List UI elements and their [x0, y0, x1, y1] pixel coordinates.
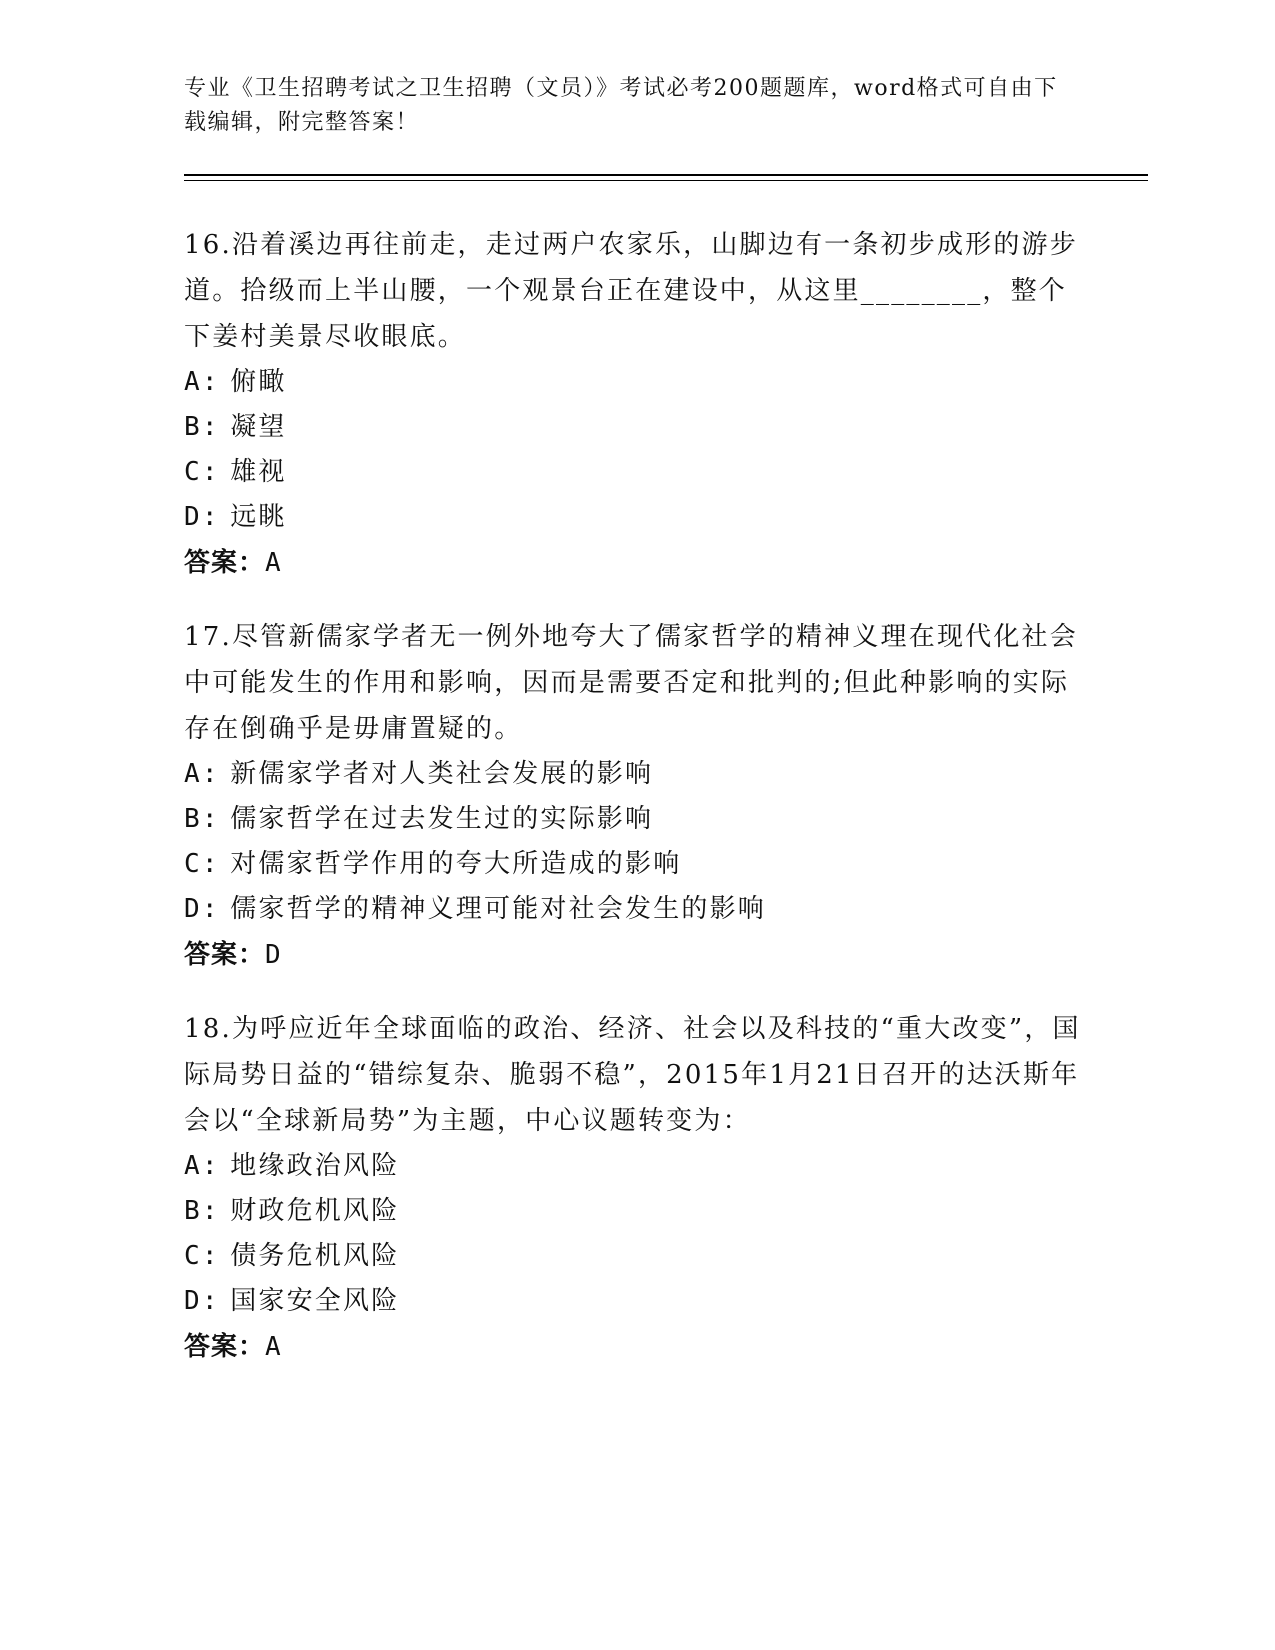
question-17 [184, 614, 1084, 978]
option-text: 儒家哲学的精神义理可能对社会发生的影响 [230, 894, 766, 924]
answer-line [184, 1324, 1084, 1370]
option-d [184, 1279, 1084, 1324]
option-a [184, 360, 1084, 405]
option-text: 远眺 [230, 502, 287, 532]
question-18 [184, 1006, 1084, 1370]
option-letter: D: [184, 1286, 220, 1316]
answer-label: 答案： [184, 548, 266, 578]
option-text: 雄视 [230, 457, 287, 487]
option-letter: B: [184, 1196, 220, 1226]
question-stem: 16.沿着溪边再往前走，走过两户农家乐，山脚边有一条初步成形的游步道。拾级而上半山腰，一个观景台正在建设中，从这里________，整个下姜村美景尽收眼底。 [184, 230, 1078, 352]
option-letter: C: [184, 1241, 220, 1271]
option-letter: A: [184, 1151, 220, 1181]
option-c [184, 1234, 1084, 1279]
option-letter: C: [184, 457, 220, 487]
header-divider-thick [184, 174, 1148, 176]
question-stem: 18.为呼应近年全球面临的政治、经济、社会以及科技的“重大改变”，国际局势日益的“错综复杂、脆弱不稳”，2015年1月21日召开的达沃斯年会以“全球新局势”为主题，中心议题转变为： [184, 1014, 1081, 1136]
option-c [184, 842, 1084, 887]
header-divider-thin [184, 180, 1148, 181]
question-16 [184, 222, 1084, 586]
option-c [184, 450, 1084, 495]
option-text: 儒家哲学在过去发生过的实际影响 [230, 804, 654, 834]
option-text: 俯瞰 [230, 367, 287, 397]
option-letter: B: [184, 412, 220, 442]
option-text: 凝望 [230, 412, 287, 442]
question-stem: 17.尽管新儒家学者无一例外地夸大了儒家哲学的精神义理在现代化社会中可能发生的作用和影响，因而是需要否定和批判的;但此种影响的实际存在倒确乎是毋庸置疑的。 [184, 622, 1078, 744]
option-letter: B: [184, 804, 220, 834]
answer-line [184, 540, 1084, 586]
option-a [184, 1144, 1084, 1189]
option-letter: A: [184, 367, 220, 397]
option-text: 国家安全风险 [230, 1286, 400, 1316]
option-text: 债务危机风险 [230, 1241, 400, 1271]
option-text: 财政危机风险 [230, 1196, 400, 1226]
option-letter: A: [184, 759, 220, 789]
answer-value: A [265, 548, 282, 578]
option-b [184, 1189, 1084, 1234]
option-a [184, 752, 1084, 797]
answer-label: 答案： [184, 1332, 266, 1362]
answer-label: 答案： [184, 940, 266, 970]
option-text: 对儒家哲学作用的夸大所造成的影响 [230, 849, 682, 879]
option-text: 新儒家学者对人类社会发展的影响 [230, 759, 654, 789]
option-text: 地缘政治风险 [230, 1151, 400, 1181]
answer-value: A [265, 1332, 282, 1362]
option-letter: C: [184, 849, 220, 879]
answer-line [184, 932, 1084, 978]
option-d [184, 495, 1084, 540]
option-d [184, 887, 1084, 932]
document-header: 专业《卫生招聘考试之卫生招聘（文员）》考试必考200题题库，word格式可自由下载编辑，附完整答案！ [184, 76, 1058, 135]
option-letter: D: [184, 502, 220, 532]
option-letter: D: [184, 894, 220, 924]
answer-value: D [265, 940, 282, 970]
option-b [184, 405, 1084, 450]
option-b [184, 797, 1084, 842]
